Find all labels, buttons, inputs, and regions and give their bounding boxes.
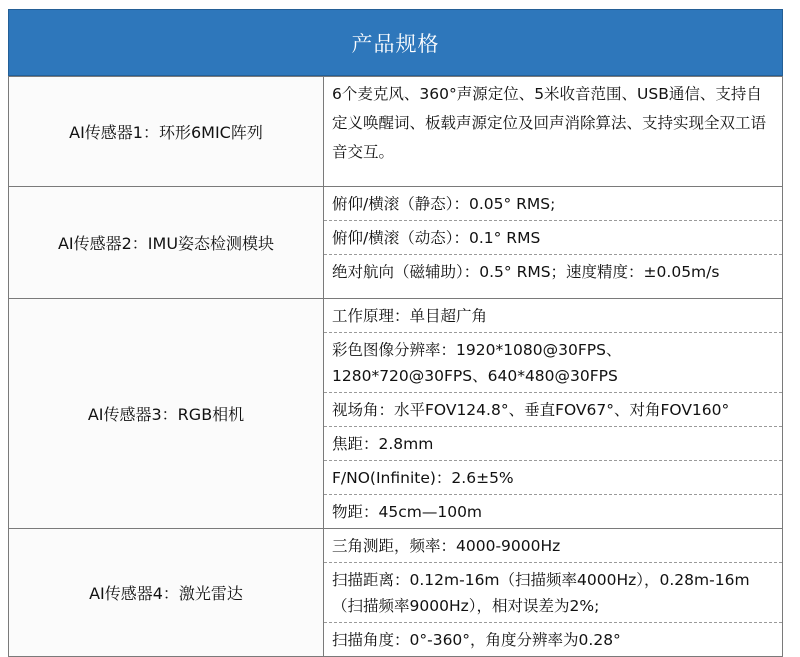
row-label: AI传感器3：RGB相机 bbox=[9, 299, 324, 529]
spec-line: 俯仰/横滚（静态）：0.05° RMS; bbox=[324, 187, 782, 221]
spec-line: 焦距：2.8mm bbox=[324, 427, 782, 461]
spec-cell bbox=[324, 77, 783, 187]
spec-line: 扫描距离：0.12m-16m（扫描频率4000Hz），0.28m-16m（扫描频率9000Hz），相对误差为2%; bbox=[324, 563, 782, 623]
spec-line: 工作原理：单目超广角 bbox=[324, 299, 782, 333]
table-row bbox=[9, 299, 783, 529]
spec-line: 6个麦克风、360°声源定位、5米收音范围、USB通信、支持自定义唤醒词、板载声源定位及回声消除算法、支持实现全双工语音交互。 bbox=[332, 85, 767, 161]
table-row bbox=[9, 529, 783, 657]
spec-line: 彩色图像分辨率：1920*1080@30FPS、1280*720@30FPS、640*480@30FPS bbox=[324, 333, 782, 393]
spec-line: 俯仰/横滚（动态）：0.1° RMS bbox=[324, 221, 782, 255]
spec-line: 三角测距，频率：4000-9000Hz bbox=[324, 529, 782, 563]
spec-sheet bbox=[8, 9, 783, 649]
spec-line: 扫描角度：0°-360°，角度分辨率为0.28° bbox=[332, 631, 621, 649]
spec-cell bbox=[324, 529, 783, 657]
spec-cell bbox=[324, 299, 783, 529]
spec-line: 绝对航向（磁辅助）：0.5° RMS；速度精度：±0.05m/s bbox=[332, 263, 720, 281]
row-label: AI传感器2：IMU姿态检测模块 bbox=[9, 187, 324, 299]
spec-cell bbox=[324, 187, 783, 299]
row-label: AI传感器4：激光雷达 bbox=[9, 529, 324, 657]
table-row bbox=[9, 77, 783, 187]
row-label: AI传感器1：环形6MIC阵列 bbox=[9, 77, 324, 187]
spec-line: 视场角：水平FOV124.8°、垂直FOV67°、对角FOV160° bbox=[324, 393, 782, 427]
spec-line: 物距：45cm—100m bbox=[332, 503, 483, 521]
spec-line: F/NO(Infinite)：2.6±5% bbox=[324, 461, 782, 495]
page-title: 产品规格 bbox=[8, 9, 783, 76]
table-row bbox=[9, 187, 783, 299]
spec-table bbox=[8, 76, 783, 657]
